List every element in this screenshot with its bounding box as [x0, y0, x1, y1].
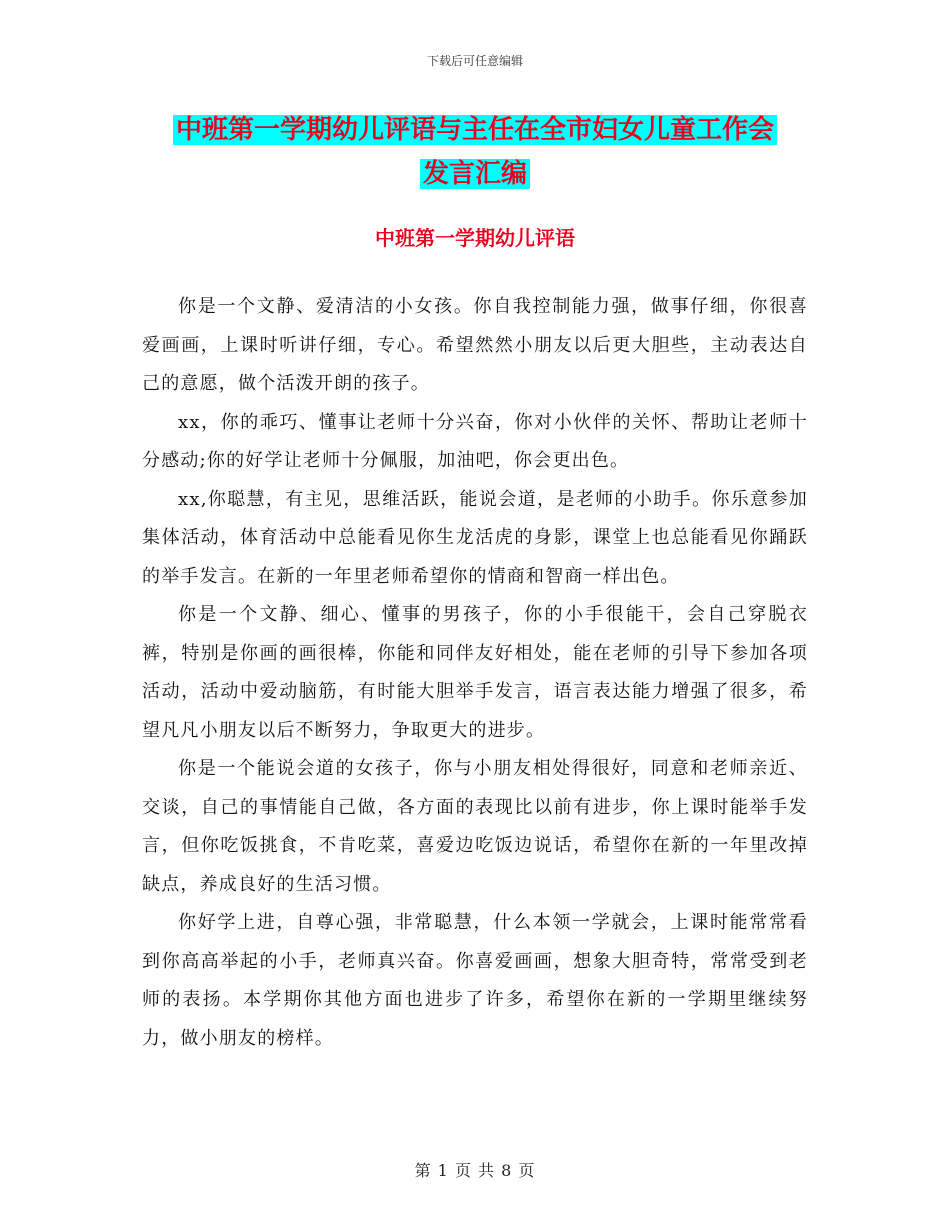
paragraph: xx,你聪慧，有主见，思维活跃，能说会道，是老师的小助手。你乐意参加集体活动，体育活动中总能看见你生龙活虎的身影，课堂上也总能看见你踊跃的举手发言。在新的一年里老师希望你的情商和智商一样出色。 — [142, 488, 808, 587]
document-title — [140, 108, 810, 196]
paragraph: 你是一个能说会道的女孩子，你与小朋友相处得很好，同意和老师亲近、交谈，自己的事情能自己做，各方面的表现比以前有进步，你上课时能举手发言，但你吃饭挑食，不肯吃菜，喜爱边吃饭边说话，希望你在新的一年里改掉缺点，养成良好的生活习惯。 — [142, 758, 808, 895]
body-text — [142, 288, 808, 1058]
paragraph: 你好学上进，自尊心强，非常聪慧，什么本领一学就会，上课时能常常看到你高高举起的小手，老师真兴奋。你喜爱画画，想象大胆奇特，常常受到老师的表扬。本学期你其他方面也进步了许多，希望你在新的一学期里继续努力，做小朋友的榜样。 — [142, 912, 808, 1049]
paragraph: 你是一个文静、细心、懂事的男孩子，你的小手很能干，会自己穿脱衣裤，特别是你画的画很棒，你能和同伴友好相处，能在老师的引导下参加各项活动，活动中爱动脑筋，有时能大胆举手发言，语言表达能力增强了很多，希望凡凡小朋友以后不断努力，争取更大的进步。 — [142, 604, 808, 741]
title-line-1: 中班第一学期幼儿评语与主任在全市妇女儿童工作会 — [173, 115, 777, 145]
title-line-2: 发言汇编 — [420, 159, 530, 189]
paragraph: xx，你的乖巧、懂事让老师十分兴奋，你对小伙伴的关怀、帮助让老师十分感动;你的好学让老师十分佩服，加油吧，你会更出色。 — [142, 411, 808, 471]
header-note: 下载后可任意编辑 — [426, 54, 523, 68]
paragraph: 你是一个文静、爱清洁的小女孩。你自我控制能力强，做事仔细，你很喜爱画画，上课时听讲仔细，专心。希望然然小朋友以后更大胆些，主动表达自己的意愿，做个活泼开朗的孩子。 — [142, 296, 808, 394]
section-title: 中班第一学期幼儿评语 — [375, 226, 575, 250]
page-number: 第 1 页 共 8 页 — [414, 1161, 536, 1180]
